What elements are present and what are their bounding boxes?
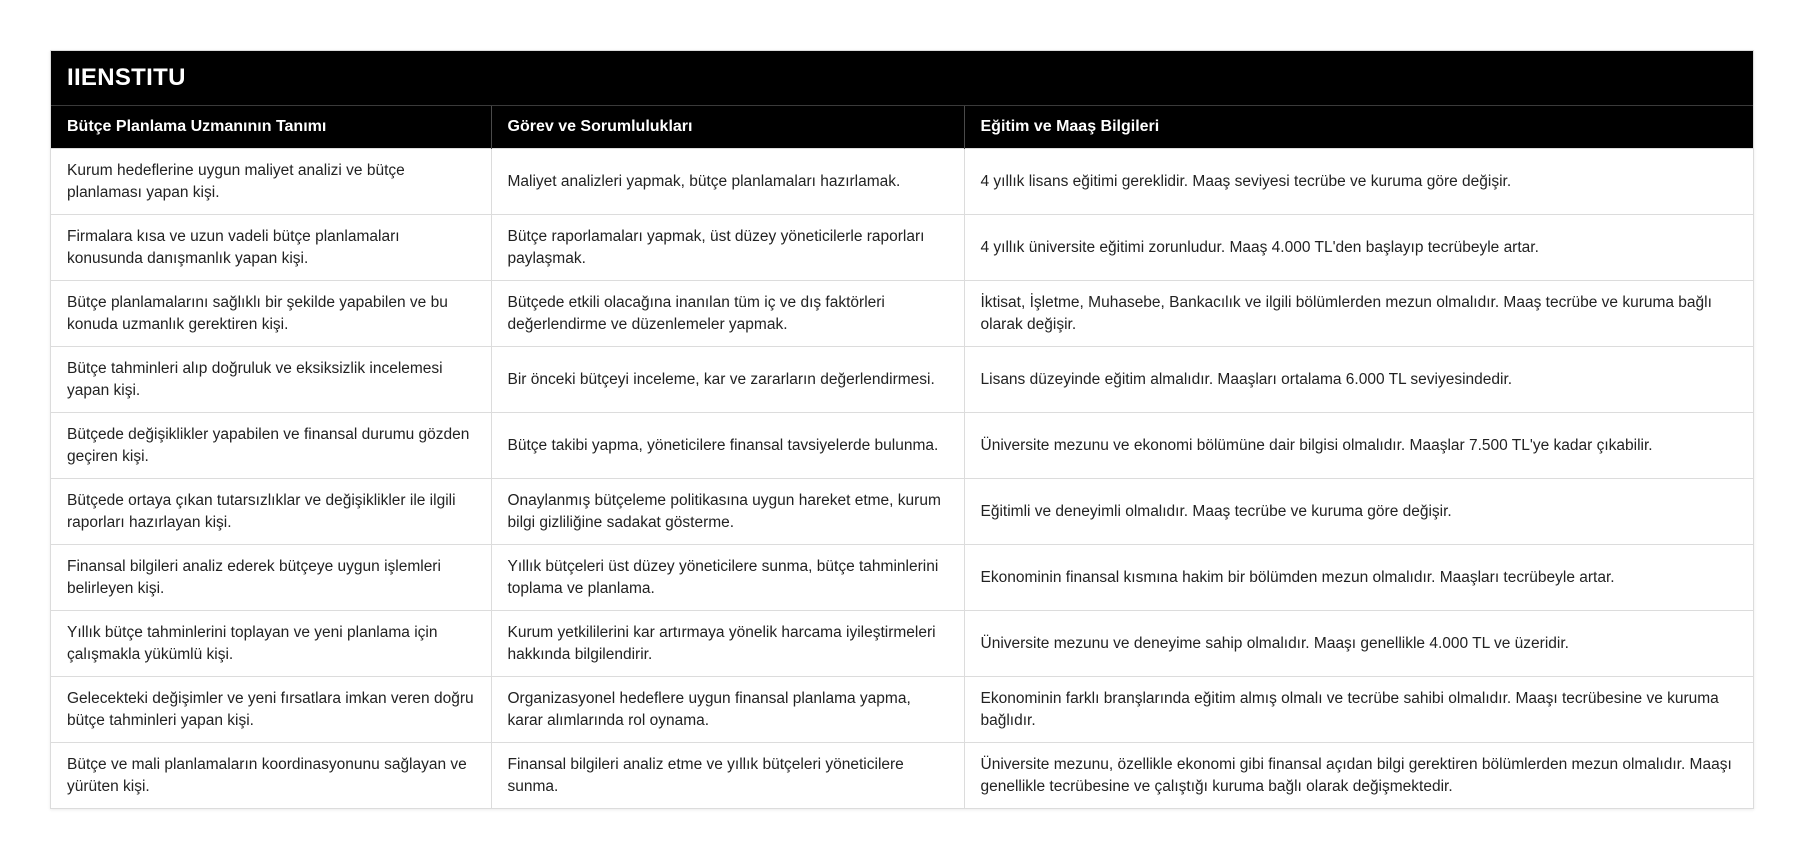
- duties-cell: Organizasyonel hedeflere uygun finansal planlama yapma, karar alımlarında rol oynama.: [491, 677, 964, 743]
- education-salary-cell: Üniversite mezunu ve deneyime sahip olmalıdır. Maaşı genellikle 4.000 TL ve üzeridir.: [964, 611, 1753, 677]
- definition-cell: Bütçede ortaya çıkan tutarsızlıklar ve değişiklikler ile ilgili raporları hazırlayan kişi.: [51, 479, 491, 545]
- table-row: [51, 281, 1753, 347]
- education-salary-cell: 4 yıllık lisans eğitimi gereklidir. Maaş seviyesi tecrübe ve kuruma göre değişir.: [964, 149, 1753, 215]
- duties-cell: Bütçede etkili olacağına inanılan tüm iç ve dış faktörleri değerlendirme ve düzenlemeler yapmak.: [491, 281, 964, 347]
- brand-title: IIENSTITU: [51, 51, 1753, 106]
- table-row: [51, 545, 1753, 611]
- education-salary-cell: Ekonominin finansal kısmına hakim bir bölümden mezun olmalıdır. Maaşları tecrübeyle artar.: [964, 545, 1753, 611]
- table-row: [51, 413, 1753, 479]
- table-row: [51, 215, 1753, 281]
- education-salary-cell: İktisat, İşletme, Muhasebe, Bankacılık ve ilgili bölümlerden mezun olmalıdır. Maaş tecrübe ve kuruma bağlı olarak değişir.: [964, 281, 1753, 347]
- definition-cell: Kurum hedeflerine uygun maliyet analizi ve bütçe planlaması yapan kişi.: [51, 149, 491, 215]
- table-row: [51, 743, 1753, 809]
- definition-cell: Gelecekteki değişimler ve yeni fırsatlara imkan veren doğru bütçe tahminleri yapan kişi.: [51, 677, 491, 743]
- table-row: [51, 677, 1753, 743]
- table-row: [51, 611, 1753, 677]
- education-salary-cell: Üniversite mezunu, özellikle ekonomi gibi finansal açıdan bilgi gerektiren bölümlerden mezun olmalıdır. Maaşı genellikle tecrübesine ve çalıştığı kuruma bağlı olarak değişmektedir.: [964, 743, 1753, 809]
- education-salary-cell: Ekonominin farklı branşlarında eğitim almış olmalı ve tecrübe sahibi olmalıdır. Maaşı tecrübesine ve kuruma bağlıdır.: [964, 677, 1753, 743]
- duties-cell: Bir önceki bütçeyi inceleme, kar ve zararların değerlendirmesi.: [491, 347, 964, 413]
- duties-cell: Finansal bilgileri analiz etme ve yıllık bütçeleri yöneticilere sunma.: [491, 743, 964, 809]
- education-salary-cell: Üniversite mezunu ve ekonomi bölümüne dair bilgisi olmalıdır. Maaşlar 7.500 TL'ye kadar çıkabilir.: [964, 413, 1753, 479]
- education-salary-cell: Lisans düzeyinde eğitim almalıdır. Maaşları ortalama 6.000 TL seviyesindedir.: [964, 347, 1753, 413]
- table-row: [51, 149, 1753, 215]
- duties-cell: Kurum yetkililerini kar artırmaya yönelik harcama iyileştirmeleri hakkında bilgilendirir.: [491, 611, 964, 677]
- column-header-education-salary: Eğitim ve Maaş Bilgileri: [964, 106, 1753, 149]
- budget-planning-table: [51, 106, 1753, 808]
- education-salary-cell: 4 yıllık üniversite eğitimi zorunludur. Maaş 4.000 TL'den başlayıp tecrübeyle artar.: [964, 215, 1753, 281]
- info-table-card: [50, 50, 1754, 809]
- definition-cell: Finansal bilgileri analiz ederek bütçeye uygun işlemleri belirleyen kişi.: [51, 545, 491, 611]
- table-header-row: [51, 106, 1753, 149]
- definition-cell: Bütçe ve mali planlamaların koordinasyonunu sağlayan ve yürüten kişi.: [51, 743, 491, 809]
- duties-cell: Bütçe takibi yapma, yöneticilere finansal tavsiyelerde bulunma.: [491, 413, 964, 479]
- definition-cell: Firmalara kısa ve uzun vadeli bütçe planlamaları konusunda danışmanlık yapan kişi.: [51, 215, 491, 281]
- column-header-definition: Bütçe Planlama Uzmanının Tanımı: [51, 106, 491, 149]
- column-header-duties: Görev ve Sorumlulukları: [491, 106, 964, 149]
- duties-cell: Onaylanmış bütçeleme politikasına uygun hareket etme, kurum bilgi gizliliğine sadakat gösterme.: [491, 479, 964, 545]
- table-row: [51, 347, 1753, 413]
- duties-cell: Bütçe raporlamaları yapmak, üst düzey yöneticilerle raporları paylaşmak.: [491, 215, 964, 281]
- definition-cell: Bütçede değişiklikler yapabilen ve finansal durumu gözden geçiren kişi.: [51, 413, 491, 479]
- definition-cell: Bütçe planlamalarını sağlıklı bir şekilde yapabilen ve bu konuda uzmanlık gerektiren kişi.: [51, 281, 491, 347]
- education-salary-cell: Eğitimli ve deneyimli olmalıdır. Maaş tecrübe ve kuruma göre değişir.: [964, 479, 1753, 545]
- definition-cell: Bütçe tahminleri alıp doğruluk ve eksiksizlik incelemesi yapan kişi.: [51, 347, 491, 413]
- table-row: [51, 479, 1753, 545]
- definition-cell: Yıllık bütçe tahminlerini toplayan ve yeni planlama için çalışmakla yükümlü kişi.: [51, 611, 491, 677]
- duties-cell: Maliyet analizleri yapmak, bütçe planlamaları hazırlamak.: [491, 149, 964, 215]
- duties-cell: Yıllık bütçeleri üst düzey yöneticilere sunma, bütçe tahminlerini toplama ve planlama.: [491, 545, 964, 611]
